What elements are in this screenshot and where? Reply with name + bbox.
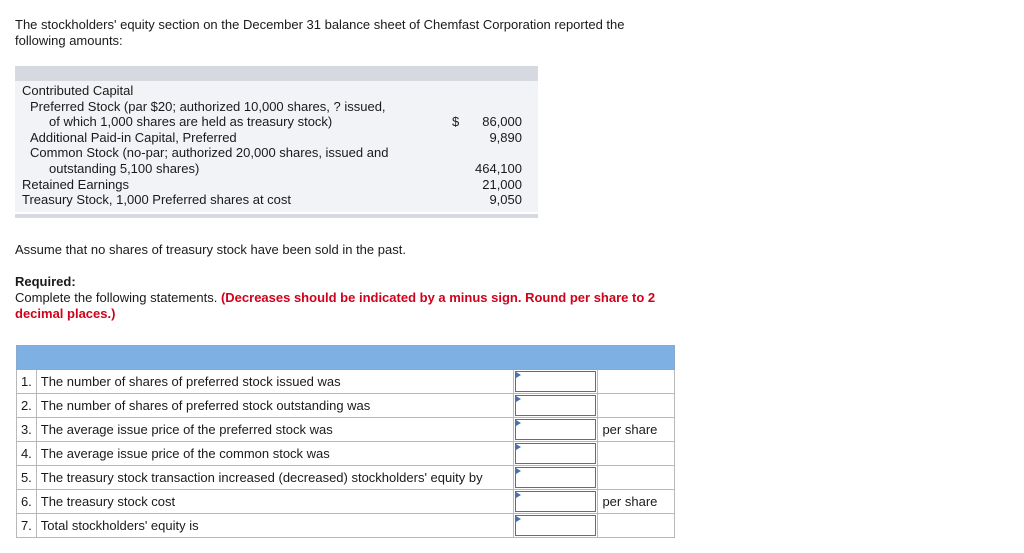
row-number: 6. [17, 490, 37, 514]
equity-row-amount: 21,000 [482, 176, 522, 192]
equity-row [15, 161, 538, 177]
answer-row [17, 490, 675, 514]
unit-label [598, 466, 675, 490]
answer-input[interactable] [515, 491, 597, 512]
answer-input[interactable] [515, 419, 597, 440]
equity-row-amount: $ 86,000 [452, 114, 522, 130]
required-text: Complete the following statements. [15, 290, 218, 305]
row-number: 3. [17, 418, 37, 442]
answer-input-cell[interactable] [513, 514, 598, 538]
row-number: 2. [17, 394, 37, 418]
input-marker-icon [516, 468, 521, 474]
row-number: 4. [17, 442, 37, 466]
statement-text: The average issue price of the common stock was [36, 442, 513, 466]
answer-input-cell[interactable] [513, 394, 598, 418]
equity-table [15, 66, 538, 218]
unit-label: per share [598, 418, 675, 442]
unit-label [598, 514, 675, 538]
equity-row-label: of which 1,000 shares are held as treasury stock) [49, 114, 333, 130]
statement-text: Total stockholders' equity is [36, 514, 513, 538]
answer-row [17, 394, 675, 418]
statement-text: The number of shares of preferred stock issued was [36, 370, 513, 394]
required-note: (Decreases should be indicated by a minus sign. Round per share to 2 decimal places.) [15, 290, 656, 321]
equity-row [15, 83, 538, 99]
answer-row [17, 466, 675, 490]
unit-label [598, 394, 675, 418]
statement-text: The treasury stock transaction increased (decreased) stockholders' equity by [36, 466, 513, 490]
input-marker-icon [516, 444, 521, 450]
unit-label: per share [598, 490, 675, 514]
intro-text: The stockholders' equity section on the December 31 balance sheet of Chemfast Corporation reported the following amounts: [15, 17, 625, 48]
equity-row [15, 192, 538, 208]
required-section [15, 274, 675, 322]
unit-label [598, 442, 675, 466]
unit-label [598, 370, 675, 394]
equity-row-label: Contributed Capital [22, 83, 134, 98]
equity-row-amount: 9,890 [489, 129, 522, 145]
input-marker-icon [516, 492, 521, 498]
answer-input-cell[interactable] [513, 442, 598, 466]
equity-row-label: Common Stock (no-par; authorized 20,000 shares, issued and [30, 145, 389, 161]
input-marker-icon [516, 396, 521, 402]
equity-table-header [15, 66, 538, 81]
equity-row-label: Additional Paid-in Capital, Preferred [30, 129, 237, 145]
answer-input[interactable] [515, 467, 597, 488]
answer-input[interactable] [515, 371, 597, 392]
answer-table-header [17, 346, 675, 370]
equity-row [15, 130, 538, 146]
input-marker-icon [516, 516, 521, 522]
required-heading: Required: [15, 274, 76, 289]
answer-input-cell[interactable] [513, 370, 598, 394]
answer-input-cell[interactable] [513, 418, 598, 442]
row-number: 1. [17, 370, 37, 394]
answer-table [16, 345, 675, 538]
statement-text: The average issue price of the preferred stock was [36, 418, 513, 442]
assumption-text: Assume that no shares of treasury stock have been sold in the past. [15, 242, 406, 257]
answer-row [17, 442, 675, 466]
equity-row-amount: 9,050 [489, 192, 522, 208]
equity-row-label: Preferred Stock (par $20; authorized 10,000 shares, ? issued, [30, 98, 386, 114]
answer-input[interactable] [515, 395, 597, 416]
currency-symbol: $ [452, 114, 460, 130]
row-number: 5. [17, 466, 37, 490]
answer-row [17, 514, 675, 538]
equity-row [15, 114, 538, 130]
statement-text: The number of shares of preferred stock outstanding was [36, 394, 513, 418]
input-marker-icon [516, 420, 521, 426]
answer-input-cell[interactable] [513, 490, 598, 514]
row-number: 7. [17, 514, 37, 538]
equity-table-footer [15, 214, 538, 218]
equity-row [15, 145, 538, 161]
answer-row [17, 418, 675, 442]
answer-row [17, 370, 675, 394]
equity-row-label: Retained Earnings [22, 176, 129, 192]
equity-row [15, 177, 538, 193]
statement-text: The treasury stock cost [36, 490, 513, 514]
equity-row-label: Treasury Stock, 1,000 Preferred shares at cost [22, 192, 292, 208]
equity-row-label: outstanding 5,100 shares) [49, 160, 200, 176]
answer-input[interactable] [515, 515, 597, 536]
equity-row-amount: 464,100 [475, 160, 522, 176]
answer-input-cell[interactable] [513, 466, 598, 490]
answer-input[interactable] [515, 443, 597, 464]
equity-row [15, 99, 538, 115]
input-marker-icon [516, 372, 521, 378]
